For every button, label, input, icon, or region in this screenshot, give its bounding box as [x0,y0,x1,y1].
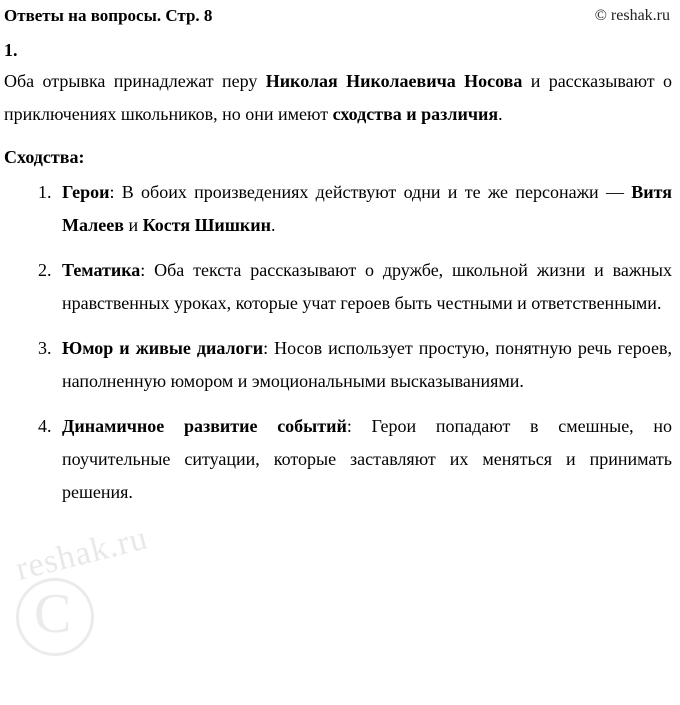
intro-paragraph [4,65,672,131]
similarities-heading: Сходства: [4,147,85,167]
watermark [6,519,186,660]
item-text-1: : В обоих произведениях действуют одни и те же персонажи — [109,182,632,202]
intro-text-1: Оба отрывка принадлежат перу [4,71,266,91]
copyright-notice: © reshak.ru [594,7,670,24]
page-title: Ответы на вопросы. Стр. 8 [4,6,213,25]
item-text-3: . [271,215,276,235]
item-text-1: : Герои попадают в смешные, но поучительные ситуации, которые заставляют их меняться и принимать решения. [62,416,673,502]
list-item [56,176,672,242]
item-bold-2: Витя Малеев [62,182,672,235]
list-item [56,254,672,320]
page-header [4,6,672,26]
author-name: Николая Николаевича Носова [265,71,523,91]
list-item [56,410,672,509]
item-label: Герои [62,182,110,202]
item-text-2: и [123,215,143,235]
similarities-list [4,176,672,509]
watermark-letter: C [34,583,72,645]
intro-emphasis: сходства и различия [332,104,499,124]
intro-text-3: . [498,104,503,124]
list-item [56,332,672,398]
item-label: Тематика [62,260,141,280]
watermark-circle-icon [16,578,94,656]
item-label: Юмор и живые диалоги [62,338,264,358]
question-number: 1. [4,40,18,60]
watermark-text: reshak.ru [12,519,152,588]
item-text-1: : Оба текста рассказывают о дружбе, школьной жизни и важных нравственных уроках, которые учат героев быть честными и ответственными. [62,260,672,313]
item-label: Динамичное развитие событий [62,416,347,436]
item-bold-3: Костя Шишкин [142,215,272,235]
intro-text-2: и рассказывают о приключениях школьников, но они имеют [4,71,673,124]
item-text-1: : Носов использует простую, понятную речь героев, наполненную юмором и эмоциональными высказываниями. [62,338,673,391]
